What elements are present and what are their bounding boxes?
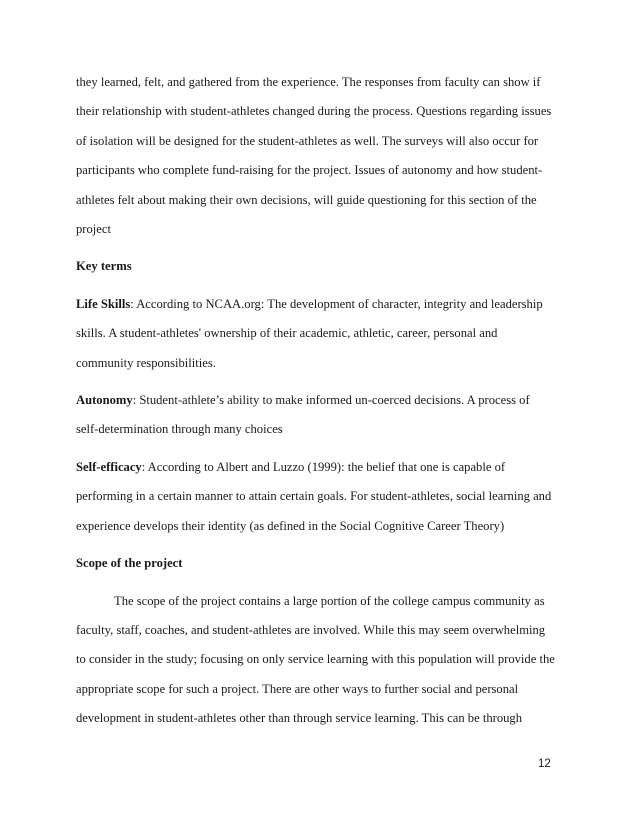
paragraph-gap — [76, 579, 566, 587]
section-heading-scope: Scope of the project — [76, 556, 183, 571]
paragraph-gap — [76, 282, 566, 290]
definition-line: self-determination through many choices — [76, 422, 283, 437]
paragraph-gap — [76, 445, 566, 453]
definition-text: : According to Albert and Luzzo (1999): the belief that one is capable of — [141, 459, 506, 474]
definition-autonomy — [76, 386, 566, 445]
text-line: they learned, felt, and gathered from the experience. The responses from faculty can show if — [76, 75, 541, 89]
definition-line: performing in a certain manner to attain certain goals. For student-athletes, social learning and — [76, 489, 552, 504]
definition-line: experience develops their identity (as defined in the Social Cognitive Career Theory) — [76, 518, 505, 533]
term-label: Life Skills — [76, 296, 131, 311]
definition-life-skills — [76, 290, 566, 378]
page-body — [76, 68, 566, 734]
definition-text: : Student-athlete’s ability to make informed un-coerced decisions. A process of — [132, 393, 530, 408]
intro-paragraph — [76, 68, 566, 244]
text-line: their relationship with student-athletes changed during the process. Questions regarding issues — [76, 104, 552, 119]
paragraph-gap — [76, 541, 566, 549]
text-line: to consider in the study; focusing on only service learning with this population will provide the — [76, 652, 555, 667]
section-heading-key-terms: Key terms — [76, 259, 132, 274]
text-line: participants who complete fund-raising for the project. Issues of autonomy and how student- — [76, 163, 543, 178]
text-line: The scope of the project contains a large portion of the college campus community as — [114, 593, 545, 608]
text-line: of isolation will be designed for the student-athletes as well. The surveys will also occur for — [76, 133, 539, 148]
paragraph-gap — [76, 244, 566, 252]
definition-line — [76, 453, 566, 482]
page-number: 12 — [538, 758, 551, 770]
text-line: appropriate scope for such a project. There are other ways to further social and personal — [76, 681, 519, 696]
definition-line — [76, 386, 566, 415]
term-label: Autonomy — [76, 393, 133, 408]
text-line: project — [76, 222, 111, 237]
scope-paragraph — [76, 587, 566, 734]
text-line: athletes felt about making their own decisions, will guide questioning for this section of the — [76, 192, 537, 207]
definition-self-efficacy — [76, 453, 566, 541]
definition-line: skills. A student-athletes' ownership of their academic, athletic, career, personal and — [76, 326, 498, 341]
definition-line: community responsibilities. — [76, 355, 216, 370]
text-line: development in student-athletes other than through service learning. This can be through — [76, 711, 523, 726]
term-label: Self-efficacy — [76, 459, 142, 474]
definition-text: : According to NCAA.org: The development of character, integrity and leadership — [130, 296, 543, 311]
text-line: faculty, staff, coaches, and student-athletes are involved. While this may seem overwhelming — [76, 622, 546, 637]
paragraph-gap — [76, 378, 566, 386]
definition-line — [76, 290, 566, 319]
